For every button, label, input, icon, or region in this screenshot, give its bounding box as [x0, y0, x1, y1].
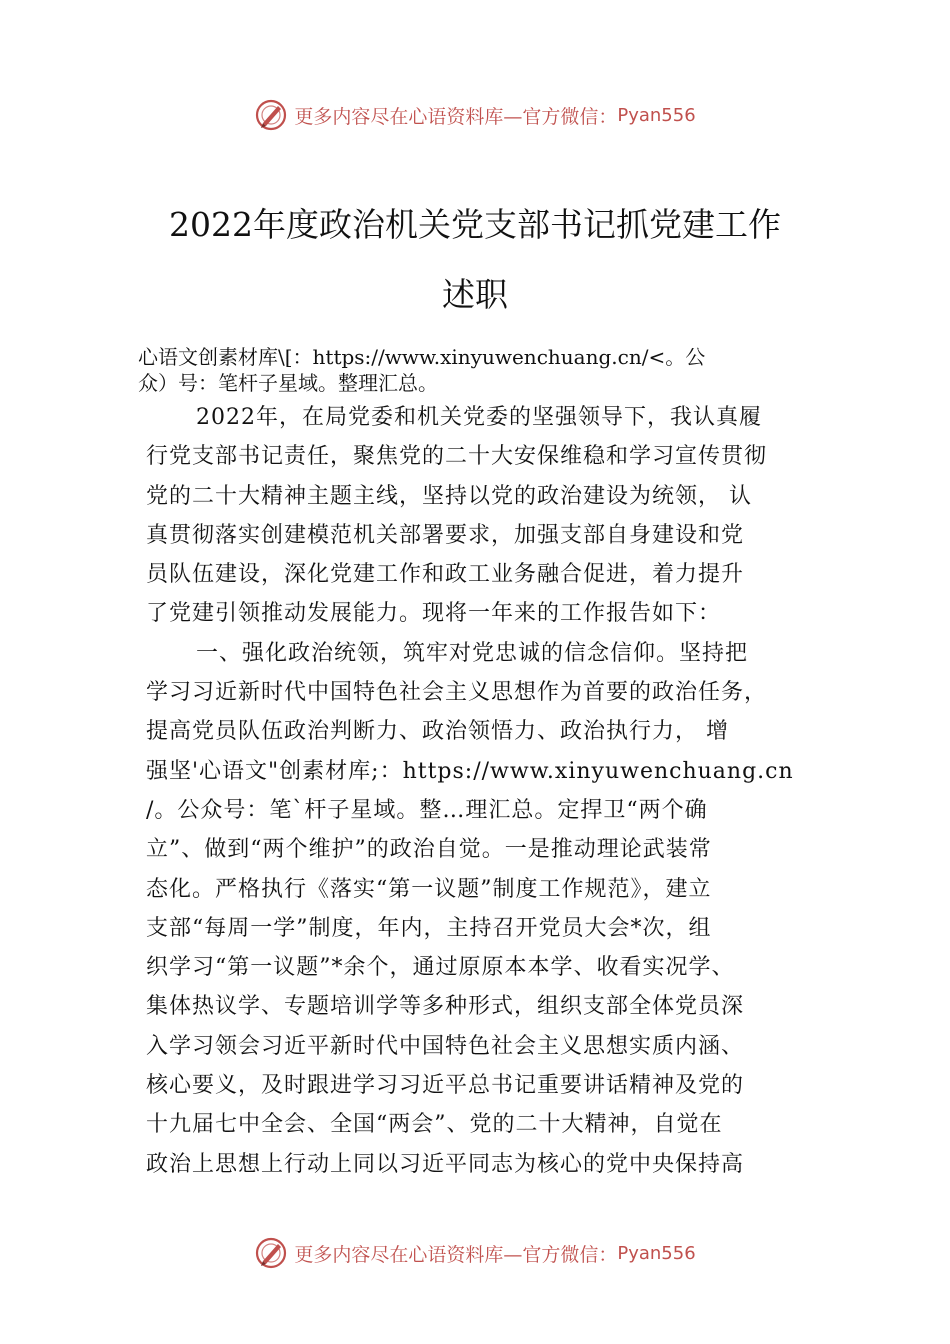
footer-watermark-banner: [0, 1233, 950, 1273]
body-line: 入学习领会习近平新时代中国特色社会主义思想实质内涵、: [146, 1033, 745, 1059]
body-line: 支部“每周一学”制度，年内，主持召开党员大会*次，组: [146, 915, 712, 941]
body-line: 政治上思想上行动上同以习近平同志为核心的党中央保持高: [146, 1151, 745, 1177]
banner-text: 更多内容尽在心语资料库—官方微信：: [294, 105, 618, 128]
banner-wechat-id: Pyan556: [617, 104, 696, 126]
pen-seal-icon: [254, 98, 288, 132]
document-title-line-2: 述职: [442, 275, 508, 314]
body-line: 学习习近新时代中国特色社会主义思想作为首要的政治任务，: [146, 680, 768, 706]
body-line: 集体热议学、专题培训学等多种形式，组织支部全体党员深: [146, 994, 745, 1020]
body-line: 2022年，在局党委和机关党委的坚强领导下，我认真履: [196, 405, 762, 430]
body-line: 态化。严格执行《落实“第一议题”制度工作规范》，建立: [146, 876, 712, 902]
body-line: 真贯彻落实创建模范机关部署要求，加强支部自身建设和党: [146, 522, 745, 548]
body-line: 行党支部书记责任，聚焦党的二十大安保维稳和学习宣传贯彻: [146, 444, 768, 470]
source-note-line-2: 众）号：笔杆子星域。整理汇总。: [138, 371, 438, 395]
body-line: 了党建引领推动发展能力。现将一年来的工作报告如下：: [146, 601, 722, 627]
body-line: 提高党员队伍政治判断力、政治领悟力、政治执行力， 增: [146, 719, 729, 745]
body-line: 党的二十大精神主题主线，坚持以党的政治建设为统领， 认: [146, 483, 752, 509]
body-line: 十九届七中全会、全国“两会”、党的二十大精神，自觉在: [146, 1112, 723, 1138]
header-watermark-banner: [0, 95, 950, 135]
banner-text: 更多内容尽在心语资料库—官方微信：: [294, 1243, 618, 1266]
body-line: 核心要义，及时跟进学习习近平总书记重要讲话精神及党的: [146, 1073, 745, 1099]
body-line: 强坚'心语文"创素材库;：https://www.xinyuwenchuang.cn: [146, 758, 794, 784]
source-note-line-1: 心语文创素材库\[：https://www.xinyuwenchuang.cn/<。公: [138, 345, 706, 369]
body-line: 立”、做到“两个维护”的政治自觉。一是推动理论武装常: [146, 837, 712, 863]
body-line: 员队伍建设，深化党建工作和政工业务融合促进，着力提升: [146, 562, 745, 588]
body-line: /。公众号：笔`杆子星域。整…理汇总。定捍卫“两个确: [146, 797, 708, 823]
document-title-line-1: 2022年度政治机关党支部书记抓党建工作: [169, 205, 781, 244]
document-body: [0, 398, 950, 1184]
pen-seal-icon: [254, 1236, 288, 1270]
body-line: 一、强化政治统领，筑牢对党忠诚的信念信仰。坚持把: [196, 640, 749, 666]
banner-wechat-id: Pyan556: [617, 1242, 696, 1264]
body-line: 织学习“第一议题”*余个，通过原原本本学、收看实况学、: [146, 955, 735, 981]
